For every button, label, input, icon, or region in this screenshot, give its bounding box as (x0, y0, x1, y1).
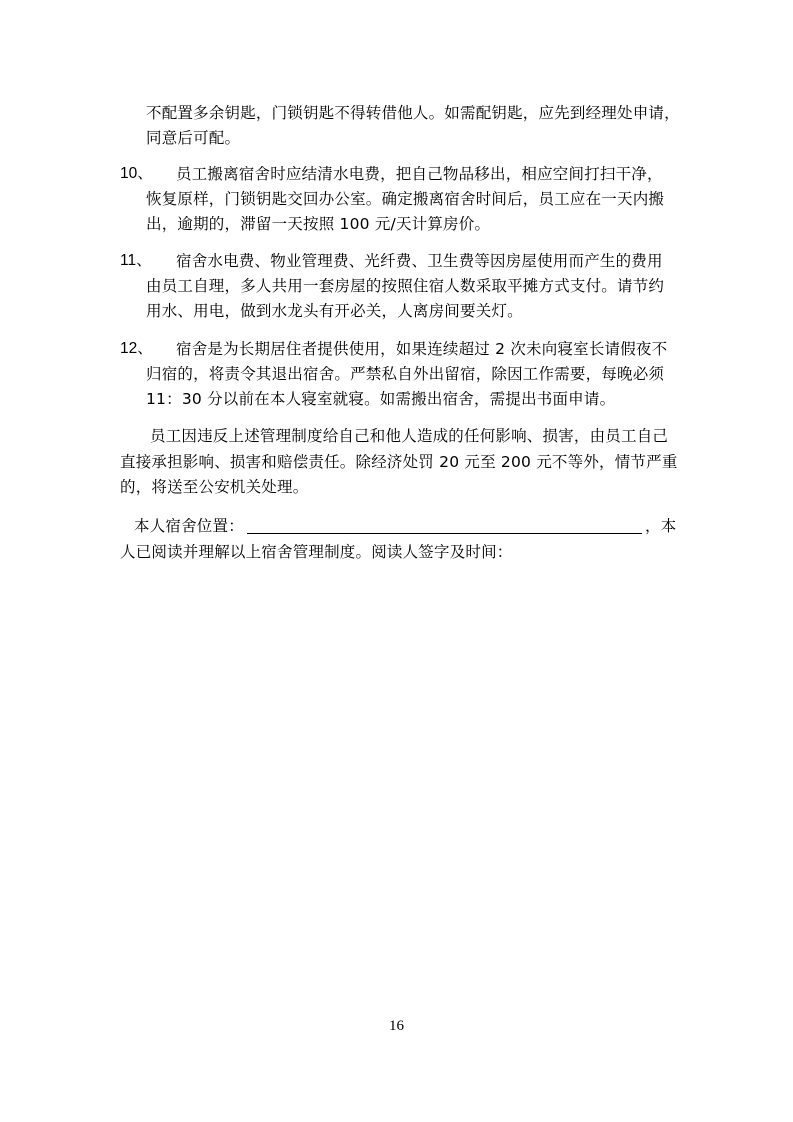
item12-line2: 归宿的，将责令其退出宿舍。严禁私自外出留宿，除因工作需要，每晚必须 (146, 365, 665, 383)
dorm-location-blank[interactable] (247, 533, 642, 534)
item11-line3: 用水、用电，做到水龙头有开必关，人离房间要关灯。 (146, 302, 523, 320)
item11-number: 11、 (120, 252, 152, 269)
acknowledgement-line2: 人已阅读并理解以上宿舍管理制度。阅读人签字及时间： (120, 543, 513, 561)
item10-line1: 员工搬离宿舍时应结清水电费，把自己物品移出，相应空间打扫干净， (176, 165, 663, 183)
dorm-location-label: 本人宿舍位置： (134, 517, 244, 535)
item9-line2: 同意后可配。 (146, 129, 241, 147)
item11-line1: 宿舍水电费、物业管理费、光纤费、卫生费等因房屋使用而产生的费用 (176, 252, 663, 270)
item12-number: 12、 (120, 340, 153, 357)
page-number: 16 (389, 1018, 404, 1034)
item12-line1: 宿舍是为长期居住者提供使用，如果连续超过 2 次未向寝室长请假夜不 (176, 340, 668, 358)
item10-line2: 恢复原样，门锁钥匙交回办公室。确定搬离宿舍时间后，员工应在一天内搬 (146, 190, 665, 208)
liability-line1: 员工因违反上述管理制度给自己和他人造成的任何影响、损害，由员工自己 (150, 427, 669, 445)
item10-line3: 出，逾期的，滞留一天按照 100 元/天计算房价。 (146, 215, 491, 233)
liability-line3: 的，将送至公安机关处理。 (120, 478, 309, 496)
item10-number: 10、 (120, 165, 153, 182)
item9-line1: 不配置多余钥匙，门锁钥匙不得转借他人。如需配钥匙，应先到经理处申请， (146, 104, 680, 122)
liability-line2: 直接承担影响、损害和赔偿责任。除经济处罚 20 元至 200 元不等外，情节严重 (120, 453, 678, 471)
item12-line3: 11：30 分以前在本人寝室就寝。如需搬出宿舍，需提出书面申请。 (146, 390, 616, 408)
location-suffix: ，本 (645, 517, 677, 535)
item11-line2: 由员工自理，多人共用一套房屋的按照住宿人数采取平摊方式支付。请节约 (146, 277, 665, 295)
